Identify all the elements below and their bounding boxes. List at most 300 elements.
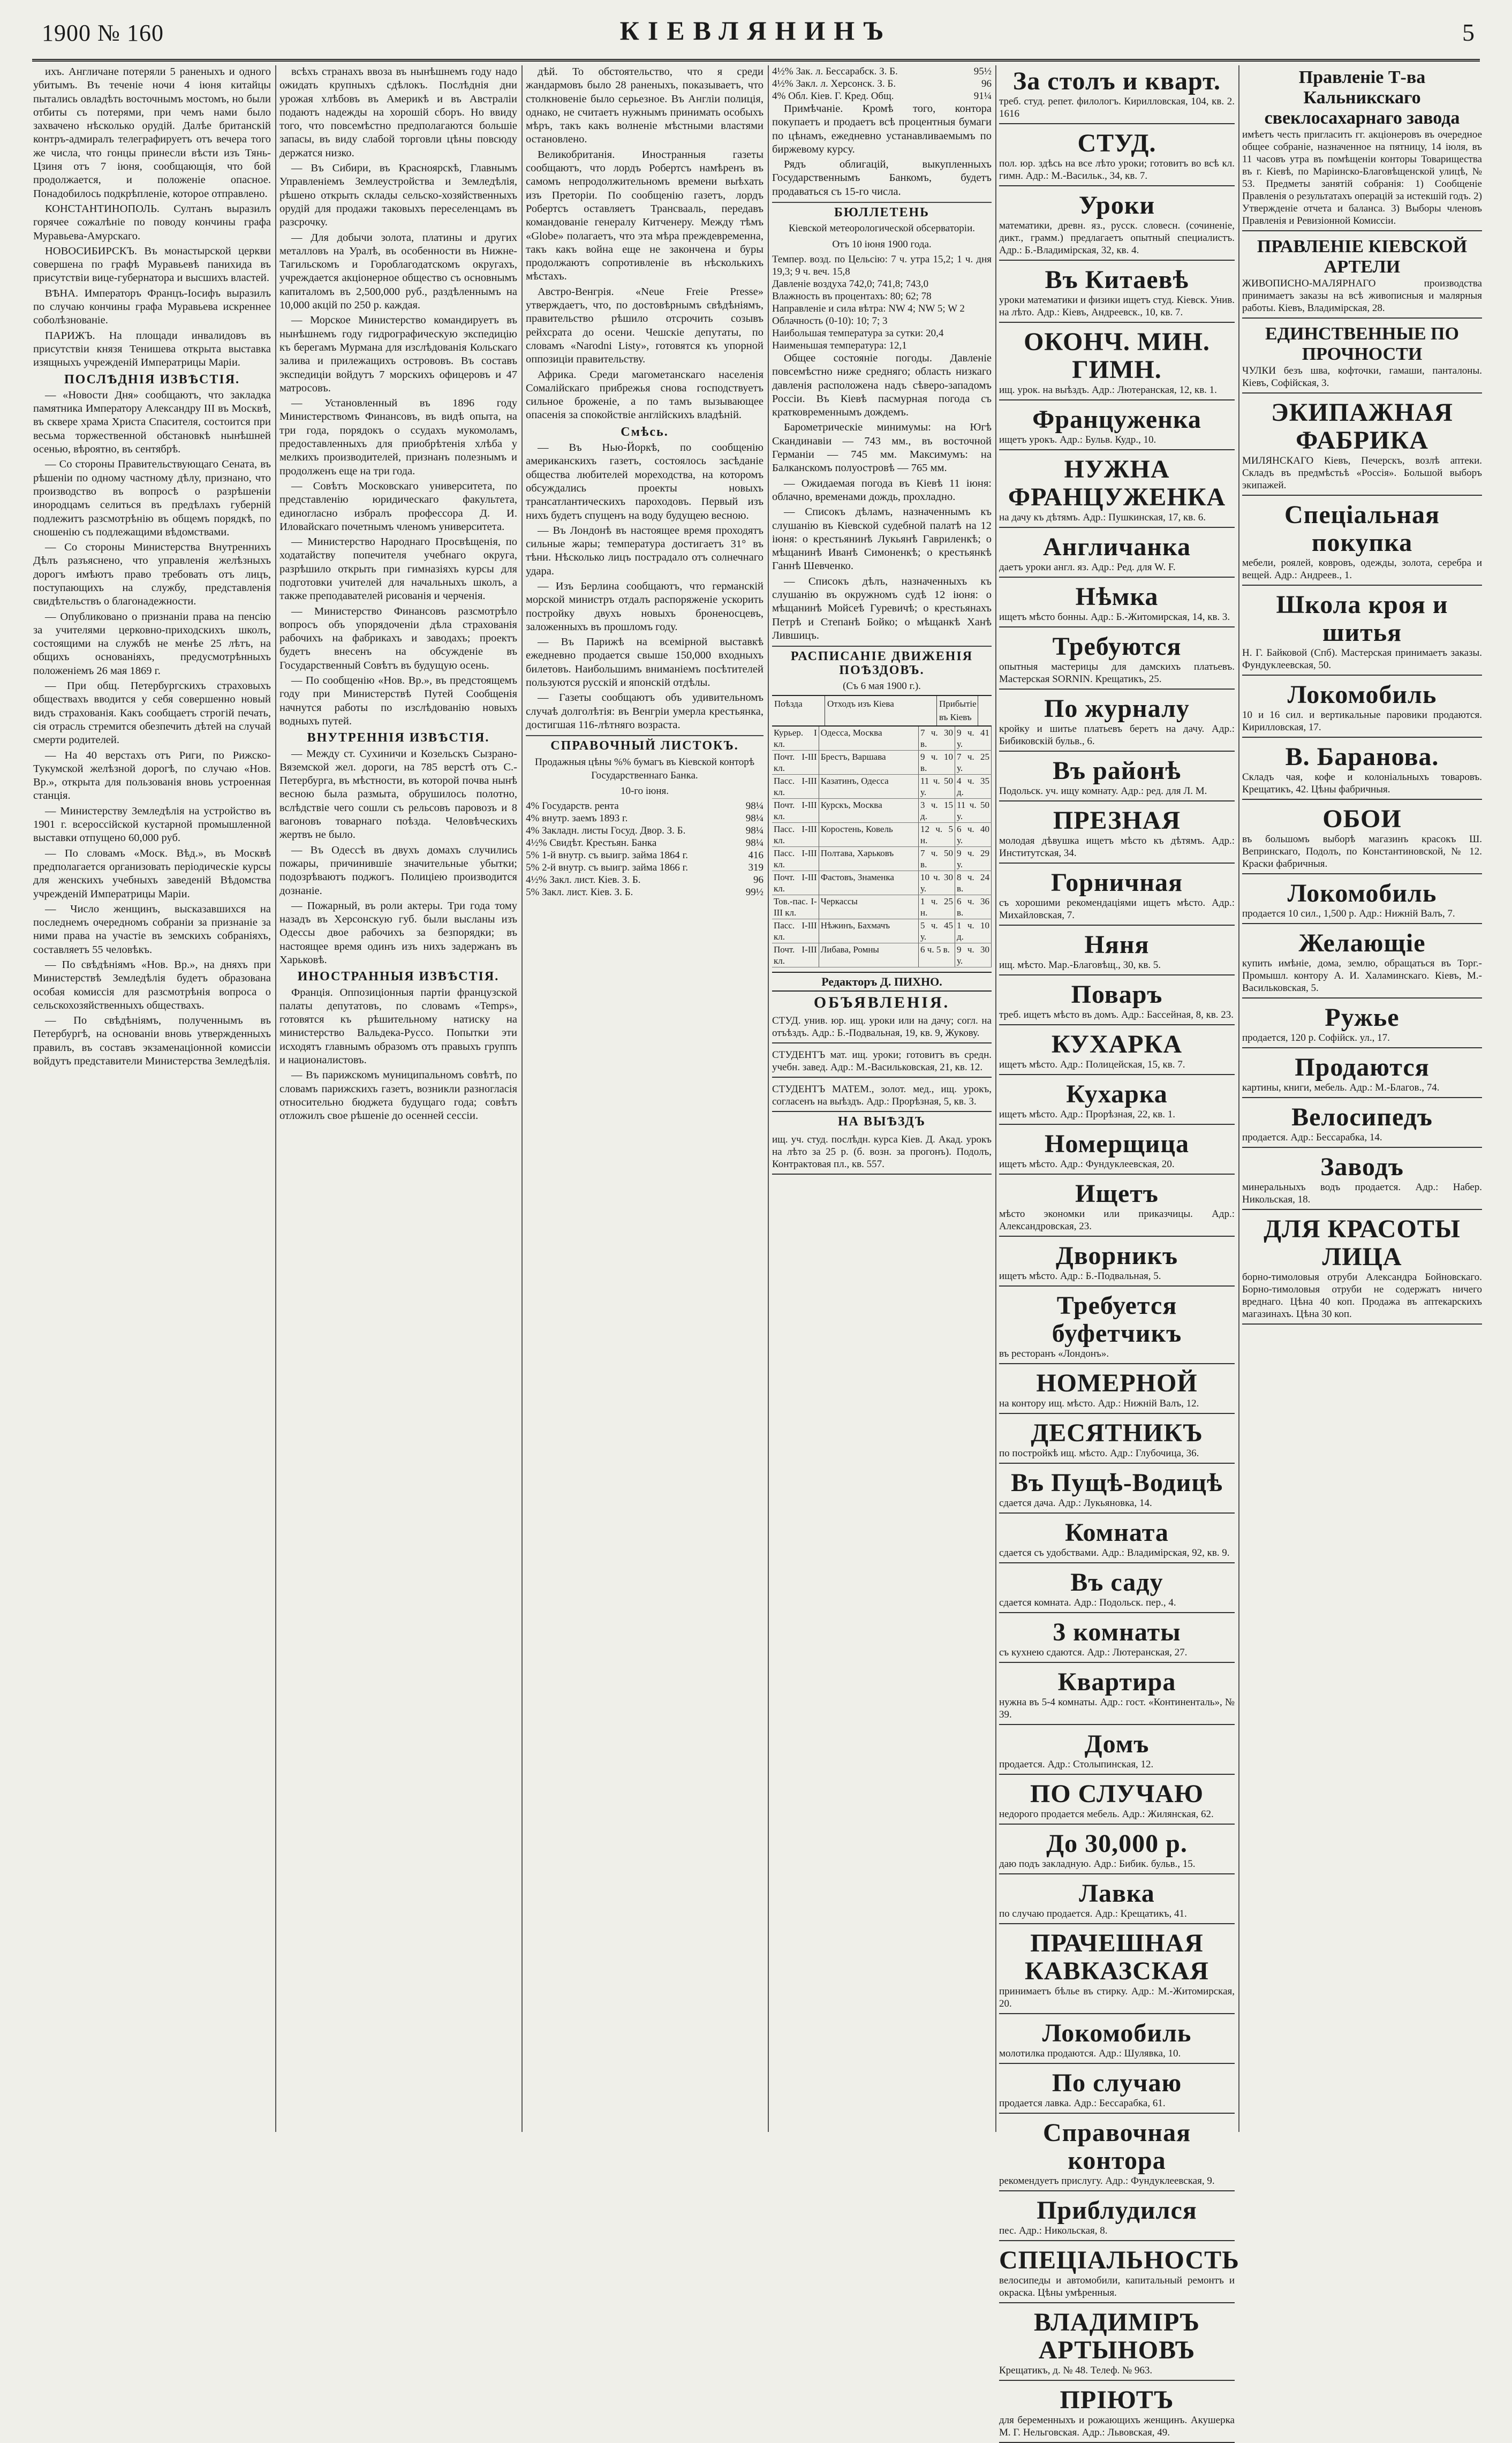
weather-table [772,253,992,352]
ad-text: продается, 120 р. Софійск. ул., 17. [1242,1032,1390,1043]
rate-row [526,849,763,861]
train-direction: Черкассы [819,895,919,919]
ad-headline: Лавка [1079,1879,1155,1908]
article-paragraph: — Въ Парижѣ на всемірной выставкѣ ежедневно продается свыше 150,000 входныхъ билетовъ. Наибольшимъ вниманіемъ посѣтителей пользуются русскій и японскій отдѣлы. [526,636,763,689]
advertisement [999,1240,1235,1287]
column-6 [1242,65,1482,2132]
train-type: Почт. I-III кл. [772,799,819,822]
advertisement [999,1467,1235,1514]
bulletin-title: БЮЛЛЕТЕНЬ [834,206,930,220]
ad-headline: В. Баранова. [1285,743,1439,771]
ad-text: кройку и шитье платьевъ беретъ на дачу. Адр.: Бибиковскій бульв., 6. [999,723,1235,747]
ad-text: ищ. урок. на выѣздъ. Адр.: Лютеранская, 12, кв. 1. [999,384,1217,396]
ad-text: Н. Г. Байковой (Спб). Мастерская принимаетъ заказы. Фундуклеевская, 50. [1242,647,1482,671]
train-type: Почт. I-III кл. [772,943,819,967]
ad-text: купить имѣніе, дома, землю, обращаться въ Торг.-Промышл. контору А. И. Халаминскаго. Кіевъ, М.-Васильковская, 5. [1242,958,1482,994]
article-paragraph: — Совѣтъ Московскаго университета, по представленію юридическаго факультета, единогласно избралъ профессора Д. И. Иловайскаго почетнымъ членомъ университета. [279,480,517,533]
rate-value: 91¼ [973,90,992,102]
advertisement [999,1178,1235,1237]
article-paragraph: — Въ Нью-Йоркѣ, по сообщенію американскихъ газетъ, состоялось засѣданіе общества любителей мореходства, на которомъ обсуждались проекты новыхъ трансатлантическихъ пароходовъ. Первый изъ нихъ будетъ спущенъ на воду будущею весною. [526,442,763,521]
article-paragraph: — Въ Лондонѣ въ настоящее время проходятъ сильные жары; температура достигаетъ 31° въ тѣни. Нѣсколько лицъ пострадало отъ солнечнаго удара. [526,524,763,577]
ad-headline: Продаются [1295,1053,1430,1081]
advertisement [1242,322,1482,394]
article-paragraph: — Въ Сибири, въ Красноярскѣ, Главнымъ Управленіемъ Землеустройства и Земледѣлія, рѣшено открыть склады сельско-хозяйственныхъ орудій для продажи таковыхъ переселенцамъ въ разсрочку. [279,162,517,229]
article-paragraph: — Въ парижскомъ муниципальномъ совѣтѣ, по словамъ парижскихъ газетъ, возникли разногласія относительно бюджета будущаго года; совѣтъ отложилъ свое рѣшеніе до осенней сессіи. [279,1069,517,1122]
advertisement [999,531,1235,578]
page-number: 5 [1462,19,1475,46]
ad-headline: Спеціальная покупка [1284,501,1440,557]
ad-headline: ЭКИПАЖНАЯ ФАБРИКА [1271,398,1453,455]
schedule-row [772,847,992,871]
arrival-time: 4 ч. 35 д. [955,775,992,798]
ad-text: пес. Адр.: Никольская, 8. [999,2225,1108,2236]
article-paragraph: — «Новости Дня» сообщаютъ, что закладка памятника Императору Александру III въ Москвѣ, въ сквере храма Христа Спасителя, состоится при весьма торжественной обстановкѣ нынѣшней осенью, вѣроятно, въ сентябрѣ. [33,389,271,456]
ad-text: пол. юр. здѣсь на все лѣто уроки; готовитъ во всѣ кл. гимн. Адр.: М.-Васильк., 34, кв. 7. [999,158,1235,181]
classified-ad: СТУД. унив. юр. ищ. уроки или на дачу; согл. на отъѣздъ. Адр.: Б.-Подвальная, 19, кв. 9, Жукову. [772,1012,992,1043]
ad-text: имѣетъ честь пригласить гг. акціонеровъ въ очередное общее собраніе, назначенное на пятницу, 14 іюля, въ 11 часовъ утра въ помѣщеніи конторы Товарищества въ г. Кіевѣ, по Маріинско-Благовѣщенской улицѣ, № 53. Предметы занятій собранія: 1) Сообщеніе Правленія о результатахъ операцій за истекшій годъ. 2) Утвержденіе отчета и баланса. 3) Выборы членовъ Правленія и Ревизіонной Комиссіи. [1242,129,1482,226]
ad-headline: ПРЕЗНАЯ [1053,806,1181,835]
ad-text: на дачу къ дѣтямъ. Адр.: Пушкинская, 17, кв. 6. [999,512,1206,523]
arrival-time: 11 ч. 50 у. [955,799,992,822]
ad-text: ищетъ мѣсто. Адр.: Б.-Подвальная, 5. [999,1270,1161,1282]
article-paragraph: — Морское Министерство командируетъ въ нынѣшнемъ году гидрографическую экспедицію къ берегамъ Мурмана для изслѣдованія Кольскаго залива и прилежащихъ острововъ. Въ составъ экспедиціи войдутъ 7 морскихъ офицеровъ и 47 матросовъ. [279,314,517,394]
ad-headline: Въ районѣ [1053,757,1181,785]
schedule-row [772,943,992,967]
ad-text: принимаетъ бѣлье въ стирку. Адр.: М.-Житомирская, 20. [999,1986,1235,2009]
rate-name: 4½% Закл. л. Херсонск. З. Б. [772,78,896,89]
advertisement [999,929,1235,975]
advertisement [999,2306,1235,2381]
advertisement [999,867,1235,926]
rate-value: 98¼ [745,813,763,825]
classified-ad: ищ. уч. студ. послѣдн. курса Кіев. Д. Акад. урокъ на лѣто за 25 р. (б. возн. за прогонъ). Подолъ, Контрактовая пл., кв. 557. [772,1131,992,1175]
advertisement [1242,65,1482,231]
article-paragraph: Рядъ облигацій, выкупленныхъ Государственнымъ Банкомъ, будетъ продаваться съ 15-го числа. [772,158,992,198]
advertisement [999,693,1235,752]
schedule-row [772,871,992,895]
ad-headline: Заводъ [1320,1153,1404,1181]
advertisement [999,453,1235,528]
ad-headline: ДЛЯ КРАСОТЫ ЛИЦА [1264,1215,1461,1271]
ad-headline: НУЖНА ФРАНЦУЖЕНКА [1008,455,1226,511]
ad-text: съ кухнею сдаются. Адр.: Лютеранская, 27. [999,1647,1188,1658]
ad-text: ЧУЛКИ безъ шва, кофточки, гамаши, панталоны. Кіевъ, Софійская, 3. [1242,365,1482,389]
train-type: Тов.-пас. I-III кл. [772,895,819,919]
ad-headline: ПРІЮТЪ [1060,2386,1174,2414]
schedule-row [772,727,992,751]
train-direction: Фастовъ, Знаменка [819,871,919,895]
article-paragraph: — Со стороны Министерства Внутреннихъ Дѣлъ разъяснено, что управленія желѣзныхъ дорогъ имѣютъ право требовать отъ лицъ, поступающихъ на службу, представленія свидѣтельствъ о благонадежности. [33,541,271,608]
rate-row [526,886,763,898]
ad-text: сдается комната. Адр.: Подольск. пер., 4. [999,1597,1176,1608]
ad-headline: Дворникъ [1055,1242,1178,1270]
advertisement [999,65,1235,124]
article-paragraph: Примѣчаніе. Кромѣ того, контора покупаетъ и продаетъ всѣ процентныя бумаги по цѣнамъ, ежедневно устанавливаемымъ по биржевому курсу. [772,103,992,155]
ad-headline: ОКОНЧ. МИН. ГИМН. [1024,328,1210,384]
rate-row [526,874,763,886]
advertisement [999,1417,1235,1464]
article-paragraph: — Между ст. Сухиничи и Козельскъ Сызрано-Вяземской жел. дороги, на 785 верстѣ отъ С.-Петербурга, въ мѣстности, въ которой почва нынѣ весною была размыта, обрушилось полотно, вслѣдствіе чего сошли съ рельсовъ паровозъ и 8 вагоновъ товарнаго поѣзда. Человѣческихъ жертвъ не было. [279,747,517,841]
ad-headline: Горничная [1050,868,1183,897]
ad-text: молодая дѣвушка ищетъ мѣсто къ дѣтямъ. Адр.: Институтская, 34. [999,835,1235,859]
departure-time: 9 ч. 10 в. [919,751,955,774]
classified-ad: СТУДЕНТЪ мат. ищ. уроки; готовитъ въ средн. учебн. завед. Адр.: М.-Васильковская, 21, кв. 12. [772,1047,992,1078]
arrival-time: 9 ч. 30 у. [955,943,992,967]
ad-headline: За столъ и кварт. [1012,67,1221,95]
rate-name: 4½% Зак. л. Бессарабск. З. Б. [772,66,898,77]
ad-headline: Ищетъ [1075,1179,1159,1208]
ad-text: въ ресторанъ «Лондонъ». [999,1348,1109,1359]
section-title: ИНОСТРАННЫЯ ИЗВѢСТІЯ. [297,970,500,984]
ad-headline: Поваръ [1071,980,1163,1009]
ad-text: мѣсто экономки или приказчицы. Адр.: Александровская, 23. [999,1208,1235,1232]
advertisement [1242,1213,1482,1325]
rate-value: 319 [748,862,763,874]
advertisement [1242,397,1482,496]
advertisement [999,1290,1235,1364]
ad-headline: Справочная контора [1042,2119,1191,2175]
advertisement [999,2244,1239,2303]
ad-text: картины, книги, мебель. Адр.: М.-Благов., 74. [1242,1082,1440,1093]
arrival-time: 1 ч. 10 д. [955,919,992,943]
schedule-header-cell: Отходъ изъ Кіева [825,696,937,725]
ad-headline: По случаю [1052,2069,1182,2097]
ad-text: продается. Адр.: Бессарабка, 14. [1242,1132,1382,1143]
section-title: СПРАВОЧНЫЙ ЛИСТОКЪ. [550,739,739,753]
schedule-row [772,895,992,919]
article-paragraph: — Для добычи золота, платины и других металловъ на Уралѣ, въ особенности въ Нижне-Тагильскомъ и Гороблагодатскомъ округахъ, учреждается акціонерное общество съ основнымъ капиталомъ въ 2,500,000 руб., раздѣленнымъ на 10,000 акцій по 250 р. каждая. [279,231,517,312]
article-paragraph: — По словамъ «Моск. Вѣд.», въ Москвѣ предполагается организовать періодическіе курсы для женскихъ учебныхъ заведеній Вѣдомства учрежденій Императрицы Маріи. [33,847,271,900]
article-paragraph: Общее состояніе погоды. Давленіе повсемѣстно ниже средняго; область низкаго давленія расположена надъ сѣверо-западомъ Россіи. Въ Кіевѣ пасмурная погода съ кратковременнымъ дождемъ. [772,352,992,419]
advertisement [999,1728,1235,1775]
advertisement [999,2195,1235,2241]
article-paragraph: ВѢНА. Императоръ Францъ-Іосифъ выразилъ по случаю кончины графа Муравьева искреннее соболѣзнованіе. [33,287,271,327]
rate-name: 4½% Закл. лист. Кіев. З. Б. [526,874,641,886]
ad-text: продается. Адр.: Столыпинская, 12. [999,1759,1154,1770]
rate-value: 99½ [745,887,763,898]
article-paragraph: — Установленный въ 1896 году Министерствомъ Финансовъ, въ видѣ опыта, на три года, порядокъ о ссудахъ мукомоламъ, предоставленныхъ для приобрѣтенія хлѣба у мелкихъ производителей, признанъ полезнымъ и продолженъ еще на три года. [279,397,517,477]
ad-text: мебели, роялей, ковровъ, одежды, золота, серебра и вещей. Адр.: Андреев., 1. [1242,557,1482,581]
ad-headline: ОБОИ [1322,805,1402,833]
train-type: Пасс. I-III кл. [772,823,819,846]
rate-value: 95½ [973,66,992,77]
departure-time: 1 ч. 25 н. [919,895,955,919]
ad-text: треб. ищетъ мѣсто въ домъ. Адр.: Бассейная, 8, кв. 23. [999,1009,1234,1020]
weather-row: Облачность (0-10): 10; 7; 3 [772,315,888,327]
advertisement [999,2017,1235,2064]
ad-headline: Номерщица [1045,1130,1189,1158]
column-divider [1238,65,1239,2132]
advertisement [999,1517,1235,1563]
schedule-header [772,695,992,727]
rate-row [526,812,763,825]
advertisement [1242,803,1482,874]
train-type: Почт. I-III кл. [772,751,819,774]
schedule-row [772,751,992,775]
advertisement [999,1028,1235,1075]
advertisement [1242,1151,1482,1210]
ad-text: съ хорошими рекомендаціями ищетъ мѣсто. Адр.: Михайловская, 7. [999,897,1235,921]
rates-table [772,65,992,102]
article-paragraph: всѣхъ странахъ ввоза въ нынѣшнемъ году надо ожидать крупныхъ сдѣлокъ. Послѣднія дни урожая хлѣбовъ въ Америкѣ и въ Австраліи подаютъ надежды на хорошій сборъ. Но ввиду того, что повсемѣстно предполагаются большіе запасы, въ виду слабой торговли цѣны повсюду держатся низко. [279,66,517,159]
divider [772,646,992,647]
rate-name: 4% Государств. рента [526,800,619,812]
train-direction: Одесса, Москва [819,727,919,750]
rate-value: 98¼ [745,837,763,849]
ad-headline: Правленіе Т-ва Кальникскаго свеклосахарнаго завода [1264,67,1460,128]
rates-date: 10-го іюня. [620,785,669,797]
advertisement [999,190,1235,261]
ad-text: недорого продается мебель. Адр.: Жилянская, 62. [999,1809,1214,1820]
ad-headline: КУХАРКА [1051,1030,1183,1058]
advertisement [1242,1052,1482,1098]
article-paragraph: — При общ. Петербургскихъ страховыхъ обществахъ вводится у себя совершенно новый видъ страхованія. Какъ сообщаетъ строгій печать, сія отрасль стремится обезпечить дѣтей на случай смерти родителей. [33,680,271,746]
ad-headline: Квартира [1057,1668,1176,1696]
departure-time: 7 ч. 30 в. [919,727,955,750]
advertisement [999,1828,1235,1874]
column-5 [999,65,1239,2438]
ad-headline: Англичанка [1043,533,1191,561]
ad-text: по случаю продается. Адр.: Крещатикъ, 41. [999,1908,1187,1919]
ad-text: МИЛЯНСКАГО Кіевъ, Печерскъ, возлѣ аптеки. Складъ въ предмѣстьѣ «Россія». Большой выборъ экипажей. [1242,455,1482,491]
rate-name: 4% Закладн. листы Госуд. Двор. З. Б. [526,825,686,837]
ad-text: уроки математики и физики ищетъ студ. Кіевск. Унив. на лѣто. Адр.: Кіевъ, Андреевск., 10, кв. 7. [999,294,1235,318]
schedule-title: РАСПИСАНІЕ ДВИЖЕНІЯ ПОѢЗДОВЪ. [790,649,973,677]
ad-headline: Няня [1084,931,1150,959]
ad-headline: Въ Пущѣ-Водицѣ [1011,1469,1223,1497]
arrival-time: 8 ч. 24 в. [955,871,992,895]
article-paragraph: — Министерству Земледѣлія на устройство въ 1901 г. всероссійской кустарной промышленной выставки отпущено 60,000 руб. [33,805,271,844]
rate-row [526,837,763,849]
schedule-header-cell: Поѣзда [772,696,825,725]
ad-text: минеральныхъ водъ продается. Адр.: Набер. Никольская, 18. [1242,1182,1482,1205]
train-direction: Либава, Ромны [819,943,919,967]
ad-text: продается 10 сил., 1,500 р. Адр.: Нижній Валъ, 7. [1242,908,1455,919]
advertisement [1242,927,1482,999]
advertisement [999,1666,1235,1725]
article-paragraph: — Въ Одессѣ въ двухъ домахъ случились пожары, причинившіе значительные убытки; подозрѣваютъ поджогъ. Полиціею производится дознаніе. [279,844,517,897]
ad-headline: СТУД. [1077,129,1156,157]
arrival-time: 6 ч. 40 у. [955,823,992,846]
departure-time: 11 ч. 50 у. [919,775,955,798]
ad-headline: Въ саду [1070,1568,1163,1597]
weather-row: Темпер. возд. по Цельсію: 7 ч. утра 15,2; 1 ч. дня 19,3; 9 ч. веч. 15,8 [772,253,992,277]
schedule-header-cell: Прибытіе въ Кіевъ [937,696,978,725]
schedule-row [772,799,992,823]
column-divider [521,65,523,2132]
arrival-time: 6 ч. 36 в. [955,895,992,919]
train-direction: Полтава, Харьковъ [819,847,919,871]
ad-headline: НОМЕРНОЙ [1036,1369,1198,1397]
advertisement [999,1616,1235,1663]
departure-time: 10 ч. 30 у. [919,871,955,895]
rates-table [526,800,763,898]
schedule-row [772,823,992,847]
rate-value: 96 [753,874,763,886]
ad-text: ищетъ мѣсто. Адр.: Фундуклеевская, 20. [999,1159,1175,1170]
article-paragraph: — Изъ Берлина сообщаютъ, что германскій морской министръ отдалъ распоряженіе ускорить постройку двухъ новыхъ броненосцевъ, заложенныхъ въ прошломъ году. [526,580,763,633]
weather-forecast: — Ожидаемая погода въ Кіевѣ 11 іюня: облачно, временами дождь, прохладно. [772,477,992,503]
rate-name: 5% 1-й внутр. съ выигр. займа 1864 г. [526,850,689,861]
rate-row [526,800,763,812]
arrival-time: 9 ч. 41 у. [955,727,992,750]
rate-name: 4% внутр. заемъ 1893 г. [526,813,628,825]
advertisement [999,755,1235,801]
ad-headline: Приблудился [1037,2196,1197,2225]
rate-row [772,90,992,102]
train-type: Пасс. I-III кл. [772,775,819,798]
ad-headline: СПЕЦІАЛЬНОСТЬ [999,2246,1239,2274]
advertisement [999,1367,1235,1414]
advertisement [999,1878,1235,1924]
article-paragraph: Барометрическіе минимумы: на Югѣ Скандинавіи — 743 мм., въ восточной Германіи — 745 мм. Максимумъ: на Балканскомъ полуостровѣ — 765 мм. [772,421,992,474]
ad-headline: Кухарка [1066,1080,1168,1108]
ads-title: НА ВЫѢЗДЪ [838,1115,926,1129]
ad-text: математики, древн. яз., русск. словесн. (сочиненіе, дикт., грамм.) предлагаетъ опытный специалистъ. Адр.: Б.-Владимірская, 32, кв. 4. [999,220,1235,256]
advertisement [999,1927,1235,2014]
ad-headline: Нѣмка [1075,583,1159,611]
article-paragraph: ПАРИЖЪ. На площади инвалидовъ въ присутствіи князя Тенишева открыта выставка изящныхъ учрежденій Императрицы Маріи. [33,329,271,369]
weather-row: Влажность въ процентахъ: 80; 62; 78 [772,290,932,302]
ad-text: сдается съ удобствами. Адр.: Владимірская, 92, кв. 9. [999,1547,1230,1559]
departure-time: 6 ч. 5 в. [919,943,955,967]
train-direction: Нѣжинъ, Бахмачъ [819,919,919,943]
arrival-time: 9 ч. 29 у. [955,847,992,871]
ad-text: по постройкѣ ищ. мѣсто. Адр.: Глубочица, 36. [999,1448,1199,1459]
arrival-time: 7 ч. 25 у. [955,751,992,774]
ad-text: борно-тимоловыя отруби Александра Бойновскаго. Борно-тимоловыя отруби не содержатъ ничего вреднаго. Цѣна 40 коп. Продажа въ аптекарскихъ магазинахъ. Цѣна 30 коп. [1242,1272,1482,1320]
column-divider [768,65,769,2132]
train-direction: Брестъ, Варшава [819,751,919,774]
ad-text: ищетъ мѣсто. Адр.: Прорѣзная, 22, кв. 1. [999,1109,1175,1120]
article-paragraph: — Газеты сообщаютъ объ удивительномъ случаѣ долголѣтія: въ Венгріи умерла крестьянка, достигшая 116-лѣтняго возраста. [526,692,763,731]
departure-time: 3 ч. 15 д. [919,799,955,822]
ad-text: сдается дача. Адр.: Лукьяновка, 14. [999,1497,1152,1509]
ad-text: нужна въ 5-4 комнаты. Адр.: гост. «Континенталь», № 39. [999,1697,1235,1720]
ad-headline: Локомобиль [1042,2019,1192,2047]
weather-row: Наименьшая температура: 12,1 [772,339,907,351]
advertisement [1242,679,1482,738]
ad-text: ищетъ мѣсто. Адр.: Полицейская, 15, кв. 7. [999,1059,1185,1070]
weather-row: Давленіе воздуха 742,0; 741,8; 743,0 [772,278,929,290]
article-paragraph: — Со стороны Правительствующаго Сената, въ рѣшеніи по одному частному дѣлу, признано, что производство въ вопросѣ о разрѣшеніи инородцамъ селиться въ предѣлахъ губерній подлежитъ разсмотрѣнію въ общемъ порядкѣ, по сношенію съ подлежащими вѣдомствами. [33,458,271,538]
ad-headline: Требуются [1052,632,1182,661]
rate-row [526,861,763,874]
article-paragraph: Франція. Оппозиціонныя партіи французской палаты депутатовъ, по словамъ «Temps», готовятся къ рѣшительному натиску на министерство Вальдека-Руссо. Попытки эти исходятъ главнымъ образомъ отъ правыхъ группъ и националистовъ. [279,986,517,1067]
article-paragraph: — По свѣдѣніямъ, полученнымъ въ Петербургѣ, на основаніи вновь утвержденныхъ правилъ, въ составъ экзаменаціонной комиссіи войдутъ представители Министерства Земледѣлія. [33,1015,271,1068]
column-2 [279,65,517,2132]
ad-text: даетъ уроки англ. яз. Адр.: Ред. для W. F. [999,562,1176,573]
advertisement [999,2384,1235,2443]
ad-text: рекомендуетъ прислугу. Адр.: Фундуклеевская, 9. [999,2175,1215,2187]
rates-subtitle: Продажныя цѣны %% бумагъ въ Кіевской конторѣ Государственнаго Банка. [534,756,755,781]
train-type: Пасс. I-III кл. [772,919,819,943]
train-direction: Курскъ, Москва [819,799,919,822]
article-paragraph: — Списокъ дѣламъ, назначеннымъ къ слушанію въ Кіевской судебной палатѣ на 12 іюня: о крестьянинѣ Лукьянѣ Гавриленкѣ; о мѣщанинѣ Иванѣ Симоненкѣ; о крестьянкѣ Ганнѣ Шевченко. [772,506,992,572]
issue-number: 1900 № 160 [42,20,164,46]
advertisement [999,2067,1235,2114]
rate-name: 4½% Свидѣт. Крестьян. Банка [526,837,657,849]
schedule-table [772,727,992,967]
advertisement [999,2117,1235,2191]
section-title: ПОСЛѢДНІЯ ИЗВѢСТІЯ. [64,372,240,387]
article-paragraph: ихъ. Англичане потеряли 5 раненыхъ и одного убитымъ. Въ теченіе ночи 4 іюня китайцы пытались овладѣть восточнымъ мостомъ, но были отбиты съ потерями, при чемъ нами было захвачено нѣсколько орудій. Далѣе британскій контръ-адмиралъ телеграфируетъ отъ вечера того же числа, что гонцы принесли вѣсти изъ Тянь-Цзиня отъ 7 іюня, сообщающія, что бой продолжается, и положеніе опасное. Понадобилось подкрѣпленіе, которое отправлено. [33,66,271,200]
ad-text: ищетъ мѣсто бонны. Адр.: Б.-Житомирская, 14, кв. 3. [999,611,1230,623]
ads-title: ОБЪЯВЛЕНІЯ. [813,993,950,1011]
article-paragraph: — Число женщинъ, высказавшихся на последнемъ очередномъ собраніи за признаніе за ними права на участіе въ земскихъ собраніяхъ, составляетъ 55 человѣкъ. [33,903,271,956]
section-title: ВНУТРЕННІЯ ИЗВѢСТІЯ. [307,731,490,745]
masthead [32,15,1480,58]
rate-value: 98¼ [745,825,763,837]
departure-time: 7 ч. 50 в. [919,847,955,871]
bulletin-subtitle: Кіевской метеорологической обсерваторіи. [788,223,975,235]
article-paragraph: НОВОСИБИРСКЪ. Въ монастырской церкви совершена по графѣ Муравьевѣ панихида въ присутствіи вице-губернатора и высшихъ властей. [33,245,271,284]
newspaper-title: КІЕВЛЯНИНЪ [619,16,893,46]
train-type: Почт. I-III кл. [772,871,819,895]
advertisement [999,581,1235,627]
rate-row [772,78,992,90]
advertisement [999,1778,1235,1825]
article-paragraph: Великобританія. Иностранныя газеты сообщаютъ, что лордъ Робертсъ намѣренъ въ самомъ непродолжительномъ времени выѣхать изъ Преторіи. По сообщенію газетъ, лордъ Робертсъ оставляетъ Трансвааль, передавъ командованіе генералу Китченеру. Между тѣмъ «Globe» полагаетъ, что эта мѣра преждевременна, такъ какъ война еще не закончена и буры продолжаютъ сопротивленіе въ нѣсколькихъ мѣстахъ. [526,148,763,283]
advertisement [999,127,1235,186]
advertisement [999,404,1235,450]
advertisement [1242,589,1482,676]
ad-text: на контору ищ. мѣсто. Адр.: Нижній Валъ, 12. [999,1398,1199,1409]
ad-headline: По журналу [1044,694,1190,723]
section-title: Смѣсь. [621,425,669,439]
ad-text: 10 и 16 сил. и вертикальные паровики продаются. Кирилловская, 17. [1242,709,1482,733]
bulletin-date: Отъ 10 іюня 1900 года. [832,238,932,250]
advertisement [999,805,1235,864]
rate-value: 96 [981,78,992,89]
ad-headline: Локомобиль [1287,680,1437,709]
ad-text: ищетъ урокъ. Адр.: Бульв. Кудр., 10. [999,434,1156,445]
classified-ad: СТУДЕНТЪ МАТЕМ., золот. мед., ищ. урокъ, согласенъ на выѣздъ. Адр.: Прорѣзная, 5, кв. 3. [772,1081,992,1112]
ad-headline: ПО СЛУЧАЮ [1030,1780,1204,1808]
column-1 [33,65,271,2132]
schedule-subtitle: (Съ 6 мая 1900 г.). [843,680,921,692]
ad-text: для беременныхъ и рожающихъ женщинъ. Акушерка М. Г. Нельговская. Адр.: Львовская, 49. [999,2415,1235,2438]
train-direction: Казатинъ, Одесса [819,775,919,798]
advertisement [1242,1002,1482,1048]
article-paragraph: — Министерство Финансовъ разсмотрѣло вопросъ объ упорядоченіи дѣла страхованія рабочихъ на фабрикахъ и заводахъ; проектъ будетъ внесенъ на обсужденіе въ Государственный Совѣтъ въ будущую осень. [279,605,517,671]
advertisement [999,1078,1235,1125]
schedule-row [772,775,992,799]
ad-headline: Домъ [1084,1730,1150,1758]
schedule-row [772,919,992,943]
ad-headline: Комната [1065,1518,1169,1547]
article-paragraph: Австро-Венгрія. «Neue Freie Presse» утверждаетъ, что, по достовѣрнымъ свѣдѣніямъ, правительство рѣшило отсрочить созывъ рейхсрата до осени. Чешскіе депутаты, по словамъ «Narodni Listy», готовятся къ упорной оппозиціи правительству. [526,285,763,366]
article-paragraph: Африка. Среди магометанскаго населенія Сомалійскаго прибрежья снова господствуетъ сильное броженіе, а по тамъ вызывающее опасенія за спокойствіе англійскихъ владѣній. [526,368,763,421]
divider [526,735,763,736]
advertisement [999,326,1235,400]
ad-headline: ПРАЧЕШНАЯ КАВКАЗСКАЯ [1025,1929,1209,1985]
ad-headline: ВЛАДИМІРЪ АРТЫНОВЪ [1033,2308,1200,2364]
advertisement [1242,235,1482,319]
ad-text: Крещатикъ, д. № 48. Телеф. № 963. [999,2365,1153,2376]
ad-headline: ЕДИНСТВЕННЫЕ ПО ПРОЧНОСТИ [1265,324,1459,364]
article-paragraph: — Списокъ дѣлъ, назначенныхъ къ слушанію въ окружномъ судѣ 12 іюня: о мѣщанинѣ Мойсеѣ Гуревичѣ; о крестьянахъ Петрѣ и Степанѣ Бойко; о мѣщанкѣ Ханѣ Лившицъ. [772,575,992,641]
weather-row: Направленіе и сила вѣтра: NW 4; NW 5; W 2 [772,302,965,314]
ad-text: велосипеды и автомобили, капитальный ремонтъ и окраска. Цѣны умѣренныя. [999,2275,1235,2298]
advertisement [1242,1101,1482,1148]
ad-headline: Велосипедъ [1291,1103,1433,1131]
article-paragraph: — По свѣдѣніямъ «Нов. Вр.», на дняхъ при Министерствѣ Земледѣлія будетъ образована особая комиссія для разсмотрѣнія вопроса о сельскохозяйственныхъ обществахъ. [33,959,271,1011]
advertisement [999,264,1235,323]
advertisement [999,631,1235,690]
ad-headline: Ружье [1325,1003,1400,1032]
column-3 [526,65,763,2132]
